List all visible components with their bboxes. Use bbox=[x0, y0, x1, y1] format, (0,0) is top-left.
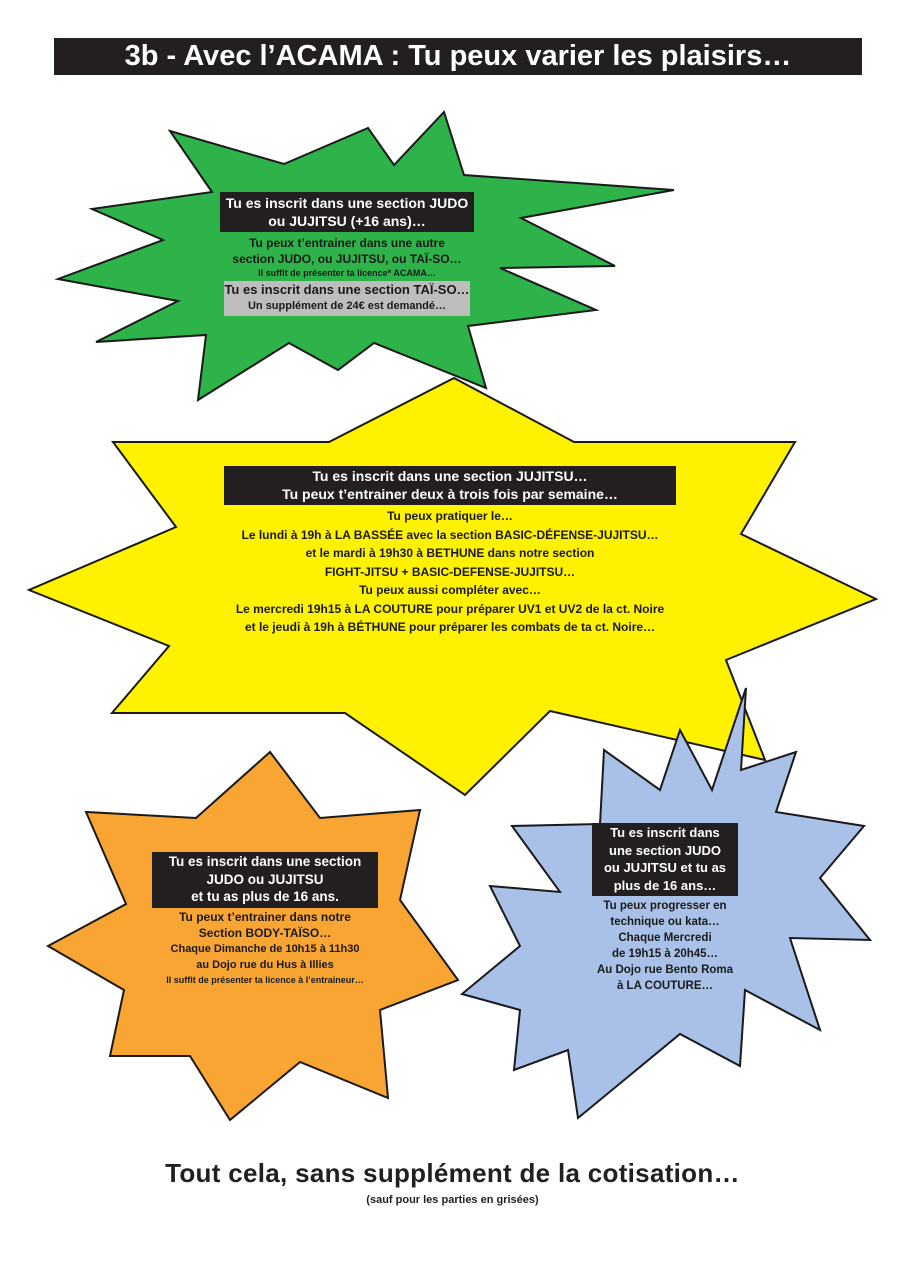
blue-dark-line: ou JUJITSU et tu as bbox=[603, 860, 727, 875]
green-dark-line: ou JUJITSU (+16 ans)… bbox=[268, 213, 426, 229]
yellow-dark-band bbox=[224, 466, 676, 505]
blue-text-line: à LA COUTURE… bbox=[616, 980, 714, 992]
orange-dark-line: et tu as plus de 16 ans. bbox=[191, 889, 339, 904]
yellow-text-line: Le lundi à 19h à LA BASSÉE avec la section BASIC-DÉFENSE-JUJITSU… bbox=[241, 527, 659, 542]
green-grey-band bbox=[224, 281, 470, 316]
orange-dark-line: Tu es inscrit dans une section bbox=[168, 854, 362, 869]
orange-dark-line: JUDO ou JUJITSU bbox=[206, 871, 324, 887]
yellow-text-line: Tu peux aussi compléter avec… bbox=[359, 583, 541, 597]
green-grey-line: Tu es inscrit dans une section TAÏ-SO… bbox=[224, 282, 470, 297]
blue-dark-line: plus de 16 ans… bbox=[613, 877, 717, 893]
orange-text-line: Tu peux t’entrainer dans notre bbox=[179, 909, 351, 924]
green-text-line: section JUDO, ou JUJITSU, ou TAÏ-SO… bbox=[232, 252, 462, 266]
blue-text-line: Au Dojo rue Bento Roma bbox=[596, 964, 734, 976]
footer-note: (sauf pour les parties en grisées) bbox=[366, 1194, 539, 1206]
orange-dark-band bbox=[152, 852, 378, 908]
orange-text-line: Il suffit de présenter ta licence à l’entraineur… bbox=[166, 974, 364, 985]
yellow-text-line: Le mercredi 19h15 à LA COUTURE pour préparer UV1 et UV2 de la ct. Noire bbox=[235, 601, 665, 616]
yellow-text-line: FIGHT-JITSU + BASIC-DEFENSE-JUJITSU… bbox=[324, 564, 576, 579]
yellow-text-line: et le mardi à 19h30 à BETHUNE dans notre section bbox=[305, 546, 595, 560]
green-grey-line: Un supplément de 24€ est demandé… bbox=[247, 300, 447, 312]
blue-text-line: Tu peux progresser en bbox=[603, 900, 727, 912]
blue-burst-text bbox=[590, 823, 740, 994]
orange-text-line: Section BODY-TAÏSO… bbox=[198, 925, 332, 940]
green-burst-text bbox=[212, 192, 482, 316]
orange-text-line: au Dojo rue du Hus à Illies bbox=[196, 958, 334, 971]
green-dark-band bbox=[220, 192, 474, 232]
yellow-dark-line: Tu es inscrit dans une section JUJITSU… bbox=[312, 468, 588, 484]
green-text-line: Il suffit de présenter ta licence* ACAMA… bbox=[258, 268, 436, 278]
yellow-star-text bbox=[212, 466, 688, 637]
blue-dark-line: une section JUDO bbox=[609, 842, 721, 858]
yellow-dark-line: Tu peux t’entrainer deux à trois fois par semaine… bbox=[282, 486, 618, 502]
footer-headline: Tout cela, sans supplément de la cotisation… bbox=[165, 1158, 740, 1188]
green-dark-line: Tu es inscrit dans une section JUDO bbox=[225, 195, 469, 211]
yellow-text-line: et le jeudi à 19h à BÉTHUNE pour préparer les combats de ta ct. Noire… bbox=[244, 620, 656, 634]
yellow-text-line: Tu peux pratiquer le… bbox=[387, 509, 513, 523]
blue-text-line: technique ou kata… bbox=[610, 916, 720, 928]
blue-dark-line: Tu es inscrit dans bbox=[610, 825, 720, 840]
blue-dark-band bbox=[592, 823, 738, 896]
page-title: 3b - Avec l’ACAMA : Tu peux varier les plaisirs… bbox=[54, 38, 862, 75]
orange-star-text bbox=[150, 852, 380, 987]
blue-text-line: de 19h15 à 20h45… bbox=[611, 948, 719, 960]
blue-text-line: Chaque Mercredi bbox=[618, 932, 712, 944]
green-text-line: Tu peux t’entrainer dans une autre bbox=[249, 236, 445, 250]
orange-text-line: Chaque Dimanche de 10h15 à 11h30 bbox=[170, 942, 360, 955]
